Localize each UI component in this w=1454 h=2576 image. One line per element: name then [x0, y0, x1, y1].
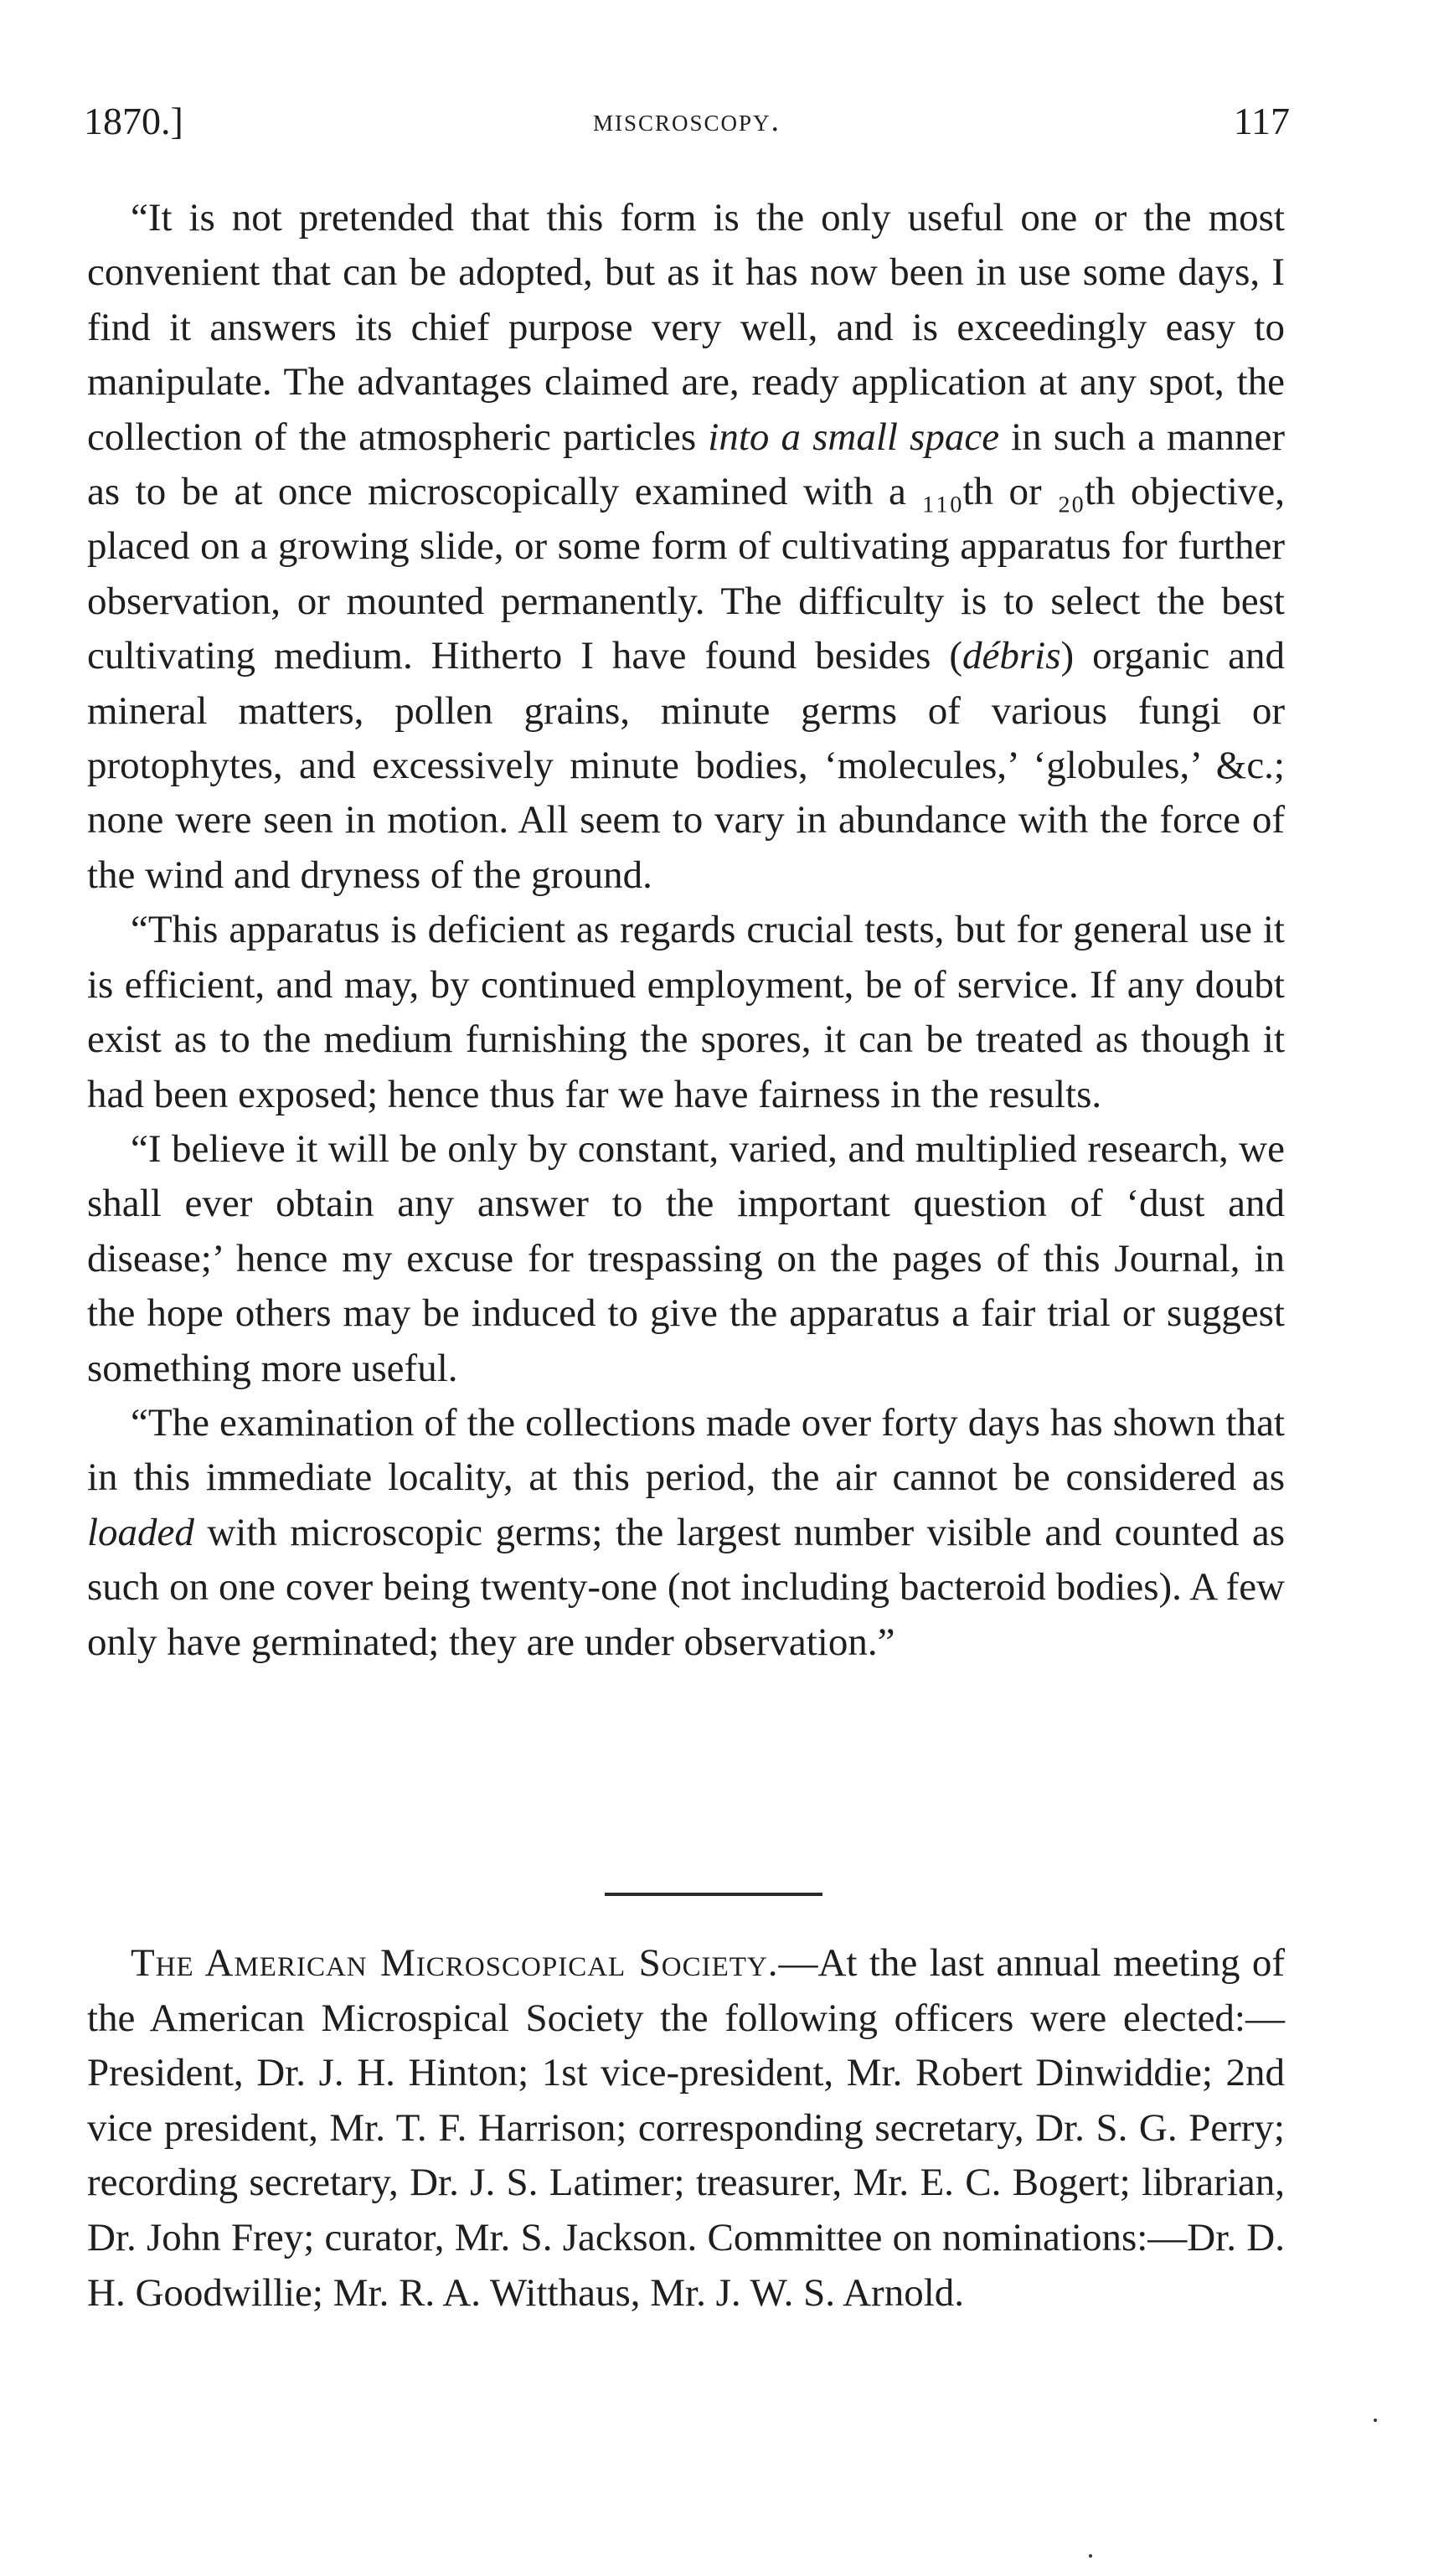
- emphasis-debris: débris: [962, 634, 1061, 678]
- page-number: 117: [1233, 100, 1290, 142]
- paragraph-1: “It is not pretended that this form is the only useful one or the most convenient that can be adopted, but as it has now been in use some days, I find it answers its chief purpose very well, and is exceedingly easy to manipulate. The advantages claimed are, ready application at any spot, the collection of the atmospheric particles into a small space in such a manner as to be at once microscopically examined with a ₁₁₀th or ₂₀th objective, placed on a growing slide, or some form of cultivating apparatus for further observation, or mounted permanently. The difficulty is to select the best cultivating medium. Hitherto I have found besides (débris) organic and mineral matters, pollen grains, minute germs of various fungi or protophytes, and excessively minute bodies, ‘molecules,’ ‘globules,’ &c.; none were seen in motion. All seem to vary in abundance with the force of the wind and dryness of the ground.: [87, 196, 1285, 897]
- scan-speck: [1374, 2419, 1377, 2422]
- article-body: [87, 191, 1285, 1670]
- emphasis-loaded: loaded: [87, 1510, 194, 1554]
- header-year: 1870.]: [84, 100, 183, 142]
- society-notice: [87, 1936, 1285, 2321]
- emphasis-small-space: into a small space: [708, 415, 1000, 459]
- header-title: miscroscopy.: [592, 103, 781, 138]
- running-head: [84, 99, 1290, 157]
- paragraph-4: “The examination of the collections made over forty days has shown that in this immediate locality, at this period, the air cannot be considered as loaded with microscopic germs; the largest number visible and counted as such on one cover being twenty-one (not including bacteroid bodies). A few only have germinated; they are under observation.”: [87, 1400, 1285, 1664]
- paragraph-2: “This apparatus is deficient as regards crucial tests, but for general use it is efficient, and may, by continued employment, be of service. If any doubt exist as to the medium furnishing the spores, it can be treated as though it had been exposed; hence thus far we have fairness in the results.: [87, 908, 1285, 1116]
- society-heading: The American Microscopical Society.: [131, 1941, 779, 1985]
- scan-speck: [1089, 2554, 1092, 2558]
- section-divider: [605, 1893, 822, 1896]
- paragraph-3: “I believe it will be only by constant, varied, and multiplied research, we shall ever obtain any answer to the important question of ‘dust and disease;’ hence my excuse for trespassing on the pages of this Journal, in the hope others may be induced to give the apparatus a fair trial or suggest something more useful.: [87, 1126, 1285, 1390]
- society-text: —At the last annual meeting of the American Microspical Society the following officers were elected:—President, Dr. J. H. Hinton; 1st vice-president, Mr. Robert Dinwiddie; 2nd vice president, Mr. T. F. Harrison; corresponding secretary, Dr. S. G. Perry; recording secretary, Dr. J. S. Latimer; treasurer, Mr. E. C. Bogert; librarian, Dr. John Frey; curator, Mr. S. Jackson. Committee on nominations:—Dr. D. H. Goodwillie; Mr. R. A. Witthaus, Mr. J. W. S. Arnold.: [87, 1941, 1285, 2315]
